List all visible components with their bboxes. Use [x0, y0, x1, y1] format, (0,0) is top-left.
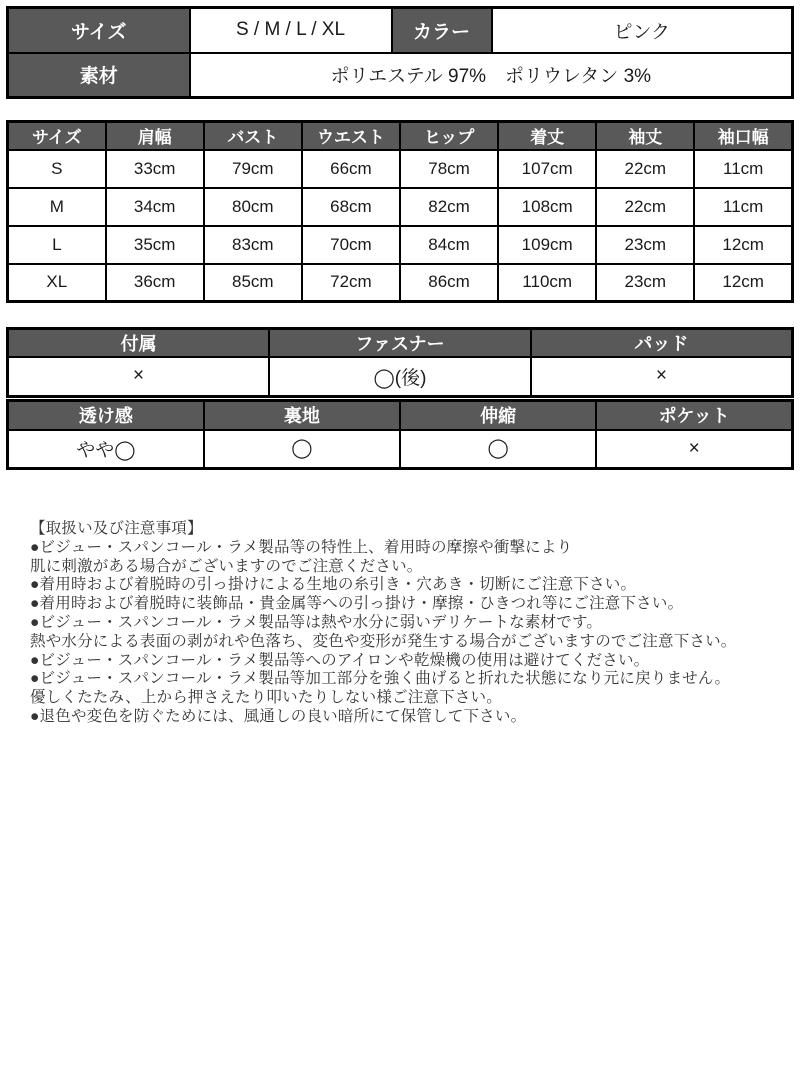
care-note-line: ●ビジュー・スパンコール・ラメ製品等の特性上、着用時の摩擦や衝撃により	[30, 538, 573, 556]
size-chart-cell: 23cm	[596, 264, 694, 302]
size-chart-cell: 66cm	[302, 150, 400, 188]
size-chart-cell: 84cm	[400, 226, 498, 264]
size-chart-cell: 109cm	[498, 226, 596, 264]
features-1-header-cell: パッド	[531, 329, 793, 358]
features-2-header-cell: 裏地	[204, 401, 400, 430]
size-chart-cell: 22cm	[596, 188, 694, 226]
size-chart-cell: 86cm	[400, 264, 498, 302]
color-value-cell: ピンク	[492, 8, 793, 53]
size-chart-cell: 23cm	[596, 226, 694, 264]
size-chart-header-row	[8, 122, 793, 150]
care-note-line: 肌に刺激がある場合がございますのでご注意ください。	[30, 557, 423, 575]
features-2-header-cell: 透け感	[8, 401, 204, 430]
size-chart-cell: XL	[8, 264, 106, 302]
size-chart-header-cell: ウエスト	[302, 122, 400, 150]
size-chart-cell: 12cm	[694, 226, 792, 264]
color-label-cell: カラー	[392, 8, 492, 53]
features-2-value-cell: やや◯	[8, 430, 204, 469]
features-1-value-cell: ◯(後)	[269, 357, 531, 396]
features-table-2	[6, 399, 794, 470]
features-2-value-cell: ◯	[204, 430, 400, 469]
spec-row-size-color	[8, 8, 793, 53]
size-chart-cell: 11cm	[694, 188, 792, 226]
size-chart-row	[8, 226, 793, 264]
features-1-value-cell: ×	[531, 357, 793, 396]
spec-table	[6, 6, 794, 99]
size-chart-cell: 82cm	[400, 188, 498, 226]
features-2-value-cell: ×	[596, 430, 792, 469]
size-chart-cell: 72cm	[302, 264, 400, 302]
size-chart-body	[8, 150, 793, 302]
size-chart-cell: 70cm	[302, 226, 400, 264]
size-chart-cell: M	[8, 188, 106, 226]
features-2-header-cell: 伸縮	[400, 401, 596, 430]
size-chart-row	[8, 150, 793, 188]
care-note-line: ●着用時および着脱時に装飾品・貴金属等への引っ掛け・摩擦・ひきつれ等にご注意下さい。	[30, 595, 684, 613]
size-chart-cell: L	[8, 226, 106, 264]
size-chart-cell: 110cm	[498, 264, 596, 302]
features-1-header-cell: ファスナー	[269, 329, 531, 358]
size-chart-header-cell: ヒップ	[400, 122, 498, 150]
size-chart-header-cell: 袖丈	[596, 122, 694, 150]
care-note-line: 優しくたたみ、上から押さえたり叩いたりしない様ご注意下さい。	[30, 689, 502, 707]
care-note-line: ●着用時および着脱時の引っ掛けによる生地の糸引き・穴あき・切断にご注意下さい。	[30, 576, 637, 594]
features-2-value-cell: ◯	[400, 430, 596, 469]
size-chart-header-cell: サイズ	[8, 122, 106, 150]
size-chart-header-cell: 肩幅	[106, 122, 204, 150]
features-1-value-cell: ×	[8, 357, 270, 396]
size-chart-cell: 11cm	[694, 150, 792, 188]
features-1-header-row	[8, 329, 793, 358]
size-chart-cell: S	[8, 150, 106, 188]
care-note-line: ●ビジュー・スパンコール・ラメ製品等は熱や水分に弱いデリケートな素材です。	[30, 613, 603, 631]
material-value-cell: ポリエステル 97% ポリウレタン 3%	[190, 53, 793, 98]
size-chart-cell: 34cm	[106, 188, 204, 226]
care-note-line: ●退色や変色を防ぐためには、風通しの良い暗所にて保管して下さい。	[30, 707, 527, 725]
features-1-header-cell: 付属	[8, 329, 270, 358]
size-chart-header-cell: バスト	[204, 122, 302, 150]
size-chart-cell: 78cm	[400, 150, 498, 188]
size-chart-header-cell: 袖口幅	[694, 122, 792, 150]
size-chart-cell: 79cm	[204, 150, 302, 188]
size-chart-cell: 36cm	[106, 264, 204, 302]
care-notes-lines	[30, 539, 790, 727]
care-note-line: 熱や水分による表面の剥がれや色落ち、変色や変形が発生する場合がございますのでご注意下さい。	[30, 632, 737, 650]
size-chart-cell: 22cm	[596, 150, 694, 188]
features-2-header-cell: ポケット	[596, 401, 792, 430]
size-chart-header-cell: 着丈	[498, 122, 596, 150]
size-chart-cell: 80cm	[204, 188, 302, 226]
features-1-value-row	[8, 357, 793, 396]
size-chart-cell: 33cm	[106, 150, 204, 188]
care-notes-title: 【取扱い及び注意事項】	[30, 520, 203, 537]
size-chart-cell: 68cm	[302, 188, 400, 226]
size-chart-cell: 107cm	[498, 150, 596, 188]
features-2-value-row	[8, 430, 793, 469]
size-label-cell: サイズ	[8, 8, 190, 53]
spec-row-material	[8, 53, 793, 98]
size-chart-cell: 108cm	[498, 188, 596, 226]
features-table-1	[6, 327, 794, 398]
care-note-line: ●ビジュー・スパンコール・ラメ製品等加工部分を強く曲げると折れた状態になり元に戻りません。	[30, 670, 731, 688]
care-notes	[30, 520, 790, 727]
size-value-cell: S / M / L / XL	[190, 8, 392, 53]
size-chart-cell: 85cm	[204, 264, 302, 302]
size-chart-cell: 12cm	[694, 264, 792, 302]
size-chart-table	[6, 120, 794, 303]
features-2-header-row	[8, 401, 793, 430]
size-chart-row	[8, 188, 793, 226]
material-label-cell: 素材	[8, 53, 190, 98]
size-chart-cell: 35cm	[106, 226, 204, 264]
care-note-line: ●ビジュー・スパンコール・ラメ製品等へのアイロンや乾燥機の使用は避けてください。	[30, 651, 650, 669]
size-chart-cell: 83cm	[204, 226, 302, 264]
size-chart-row	[8, 264, 793, 302]
